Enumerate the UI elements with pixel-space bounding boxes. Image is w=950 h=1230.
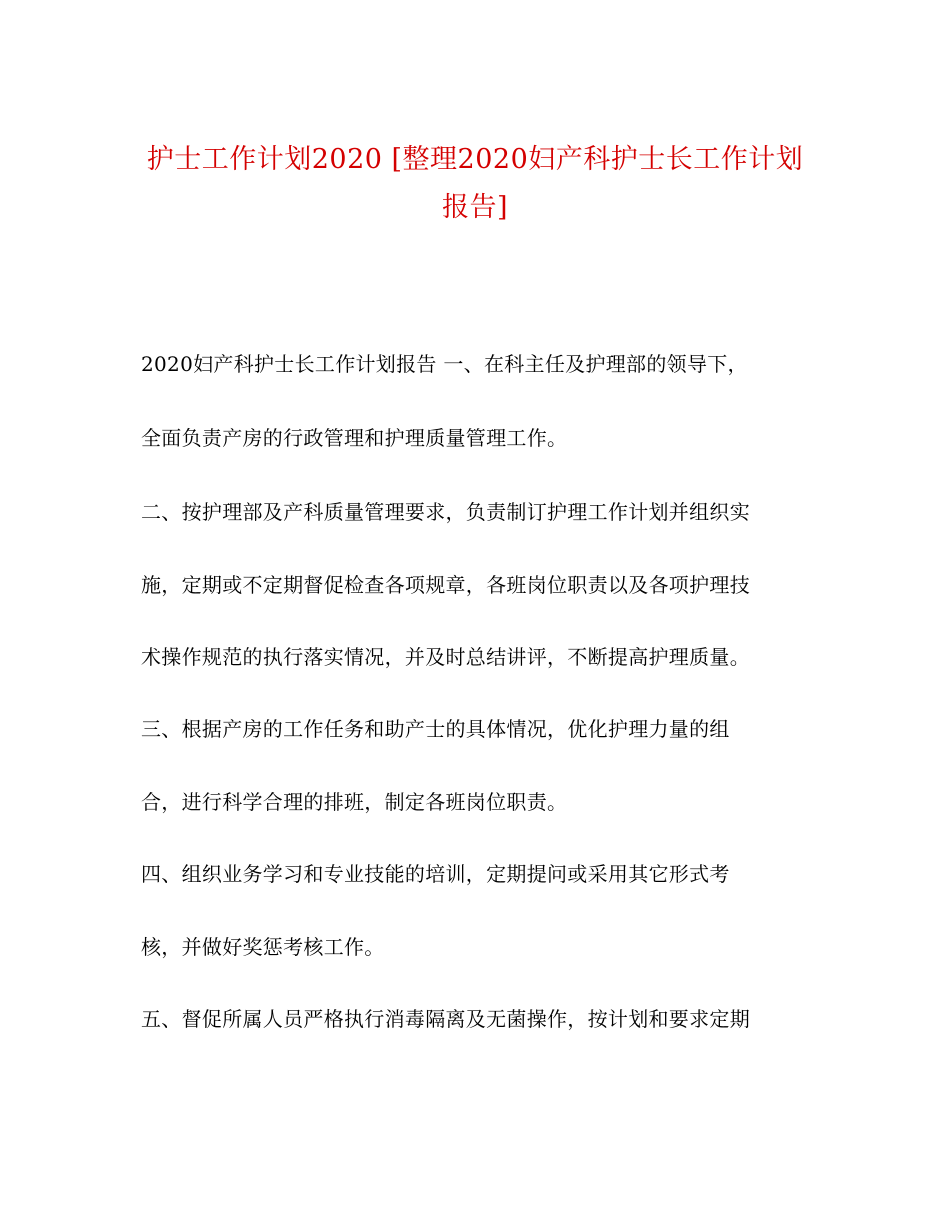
body-line-10: 五、督促所属人员严格执行消毒隔离及无菌操作，按计划和要求定期 [141,1007,750,1031]
body-line-6: 三、根据产房的工作任务和助产士的具体情况，优化护理力量的组 [141,717,730,741]
body-line-1: 2020妇产科护士长工作计划报告 一、在科主任及护理部的领导下， [141,352,748,376]
document-title [120,136,830,232]
body-line-9: 核，并做好奖惩考核工作。 [141,935,385,959]
body-line-3: 二、按护理部及产科质量管理要求，负责制订护理工作计划并组织实 [141,500,750,524]
body-line-2: 全面负责产房的行政管理和护理质量管理工作。 [141,426,568,450]
title-line-1: 护士工作计划2020 [整理2020妇产科护士长工作计划 [146,144,804,175]
body-line-5: 术操作规范的执行落实情况，并及时总结讲评，不断提高护理质量。 [141,645,750,669]
body-line-7: 合，进行科学合理的排班，制定各班岗位职责。 [141,790,568,814]
title-line-2: 报告] [441,192,509,223]
body-line-4: 施，定期或不定期督促检查各项规章，各班岗位职责以及各项护理技 [141,573,750,597]
body-line-8: 四、组织业务学习和专业技能的培训，定期提问或采用其它形式考 [141,862,730,886]
